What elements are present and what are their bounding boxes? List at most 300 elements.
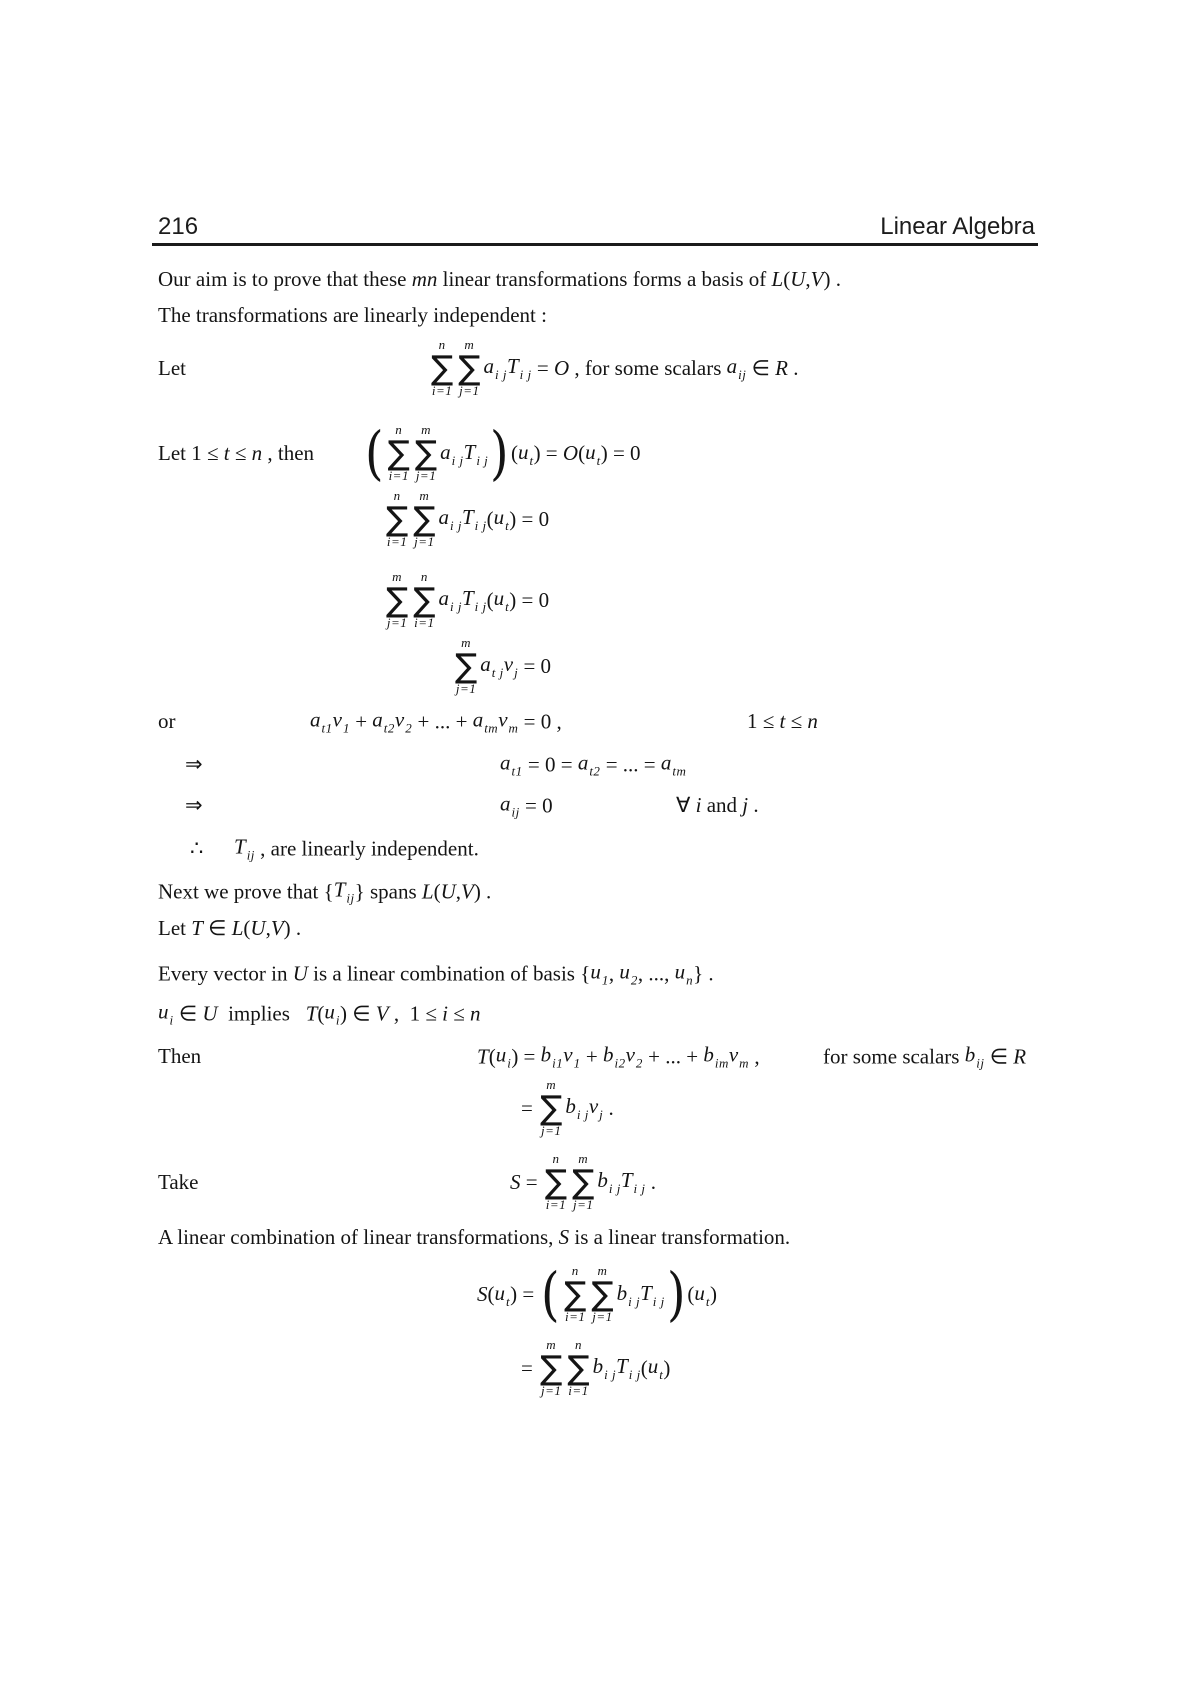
formula-segment [510,1152,656,1212]
math-subscript: t [505,518,510,534]
math-subscript: 1 [573,1055,581,1071]
math-text: ) = [511,1044,541,1068]
math-variable-with-subscript [640,1279,665,1310]
math-subscript: i j [604,1367,617,1383]
math-subscript: 2 [635,1055,643,1071]
sum-upper-limit: n [393,488,401,504]
math-variable: U [292,961,308,985]
math-variable-with-subscript [234,833,255,864]
math-variable: v [625,1042,635,1067]
math-variable-with-subscript [372,706,395,737]
math-variable: R [1013,1044,1027,1068]
math-variable: n [251,441,263,465]
formula-segment [823,1041,1026,1072]
math-text: ∀ [676,793,696,817]
math-variable-with-subscript [589,1092,603,1123]
sum-upper-limit: m [421,422,431,438]
math-variable: a [483,354,494,379]
math-subscript: i j [495,367,507,383]
math-variable: V [810,267,824,291]
math-variable: O [554,355,570,380]
math-variable: b [565,1094,576,1119]
sum-upper-limit: n [552,1151,560,1167]
math-text: ( [510,441,518,465]
formula-segment [185,791,203,819]
formula-segment [158,914,301,942]
math-variable-with-subscript [616,1352,641,1383]
math-text: or [158,709,176,733]
sigma-icon: ∑ [386,579,409,619]
math-subscript: t [529,452,534,468]
math-variable-with-subscript [590,958,609,989]
page-number: 216 [158,213,199,240]
math-variable-with-subscript [333,706,350,737]
summation [540,1338,562,1398]
math-variable: b [616,1280,628,1305]
formula-segment [500,790,553,821]
sigma-icon: ∑ [431,347,454,387]
math-variable: u [674,959,686,984]
formula-segment [158,1223,790,1251]
math-text: ) = [510,1282,540,1306]
math-variable: v [332,707,342,732]
math-variable-with-subscript [395,706,412,737]
math-text: ( [486,587,494,612]
math-variable: O [562,441,579,465]
math-text: ) = 0 [509,506,550,531]
math-text: is a linear combination of basis { [307,961,591,985]
math-text: . [748,793,759,817]
math-text: ∴ [190,836,204,860]
math-subscript: i j [450,599,462,615]
math-variable-with-subscript [324,998,340,1029]
math-text: ∈ [984,1044,1014,1068]
sum-lower-limit: j=1 [459,383,480,399]
math-variable-with-subscript [507,352,532,383]
math-subscript: j [599,1107,604,1123]
math-variable: a [500,791,511,816]
sum-upper-limit: m [392,569,403,585]
math-subscript: i2 [614,1055,626,1071]
math-text: is a linear transformation. [569,1225,791,1249]
math-subscript: i j [576,1107,589,1123]
math-text: = [520,1169,543,1194]
math-variable: u [493,505,505,530]
formula-segment [158,354,186,382]
math-subscript: t1 [321,720,333,736]
math-variable: u [517,439,529,464]
formula-segment [363,419,641,487]
math-variable-with-subscript [464,438,489,469]
math-subscript: i j [476,452,489,468]
math-variable: T [463,439,476,464]
sigma-icon: ∑ [567,1347,590,1387]
math-variable: i [695,793,702,817]
math-variable: V [270,916,284,940]
math-variable-with-subscript [496,1041,512,1072]
math-subscript: ij [346,890,355,906]
math-variable-with-subscript [661,749,687,780]
big-paren: ) [666,1260,686,1328]
math-variable-with-subscript [484,352,507,383]
formula-segment [158,998,481,1029]
math-variable: a [438,586,449,611]
math-variable-with-subscript [675,958,694,989]
math-subscript: ij [976,1055,985,1071]
formula-segment [158,301,547,329]
math-variable: T [506,354,519,379]
math-variable: t [779,709,786,733]
math-text: ( [487,1282,495,1306]
sum-lower-limit: i=1 [386,534,408,550]
math-subscript: i j [633,1181,646,1197]
math-subscript: 2 [405,720,413,736]
math-subscript: im [714,1055,729,1071]
math-text: ( [578,441,586,465]
math-text: . [645,1169,656,1194]
header-rule [152,243,1038,246]
math-variable: T [461,505,474,530]
formula-segment [453,636,551,696]
formula-segment [429,338,798,398]
math-text: Let 1 ≤ [158,441,224,465]
formula-segment [158,1168,199,1196]
math-variable: T [640,1280,652,1305]
math-text: , ..., [637,961,675,985]
math-variable: S [510,1169,521,1194]
math-variable: v [503,652,514,677]
math-variable-with-subscript [439,503,462,534]
sum-upper-limit: m [546,1077,557,1093]
math-text: ) = 0 [600,441,641,465]
math-variable: V [375,1001,389,1025]
math-variable: u [493,586,505,611]
summation [386,570,408,630]
math-variable-with-subscript [480,650,503,681]
math-text: . [787,355,799,380]
summation [413,570,435,630]
math-variable: a [438,505,449,530]
math-text: Let [158,356,186,380]
formula-segment [521,1078,614,1138]
math-subscript: t2 [589,763,601,779]
math-subscript: j [514,665,519,681]
math-variable-with-subscript [500,790,520,821]
formula-segment [158,876,491,907]
math-variable: L [421,879,434,903]
formula-segment [234,833,479,864]
math-variable-with-subscript [440,438,463,469]
math-text: Take [158,1170,199,1194]
summation [564,1264,586,1324]
formula-segment [500,749,686,780]
sigma-icon: ∑ [387,432,410,472]
math-subscript: i j [451,452,464,468]
summation [455,636,477,696]
math-variable: t [223,441,230,465]
formula-segment [747,707,818,735]
sigma-icon: ∑ [386,498,409,538]
math-variable: v [394,707,405,732]
summation [388,423,410,483]
math-variable-with-subscript [597,1166,620,1197]
summation [413,489,435,549]
math-variable: u [324,999,335,1024]
math-text: ) = 0 [509,587,550,612]
formula-segment [158,1042,201,1070]
math-text: linear transformations forms a basis of [437,267,772,291]
big-paren: ) [490,419,509,487]
sigma-icon: ∑ [414,432,438,472]
math-variable-with-subscript [310,706,333,737]
formula-segment [185,750,203,778]
math-variable: v [498,707,508,732]
math-text: , then [262,441,315,465]
math-text: ( [486,506,494,531]
math-subscript: 1 [601,972,609,988]
math-variable-with-subscript [498,706,518,737]
math-subscript: i j [652,1293,665,1309]
big-paren: ( [365,419,384,487]
math-text: , are linearly independent. [254,836,479,860]
math-variable: b [597,1168,608,1193]
formula-segment [477,1260,717,1328]
math-subscript: t [659,1367,664,1383]
math-text: = 0 , [518,709,562,733]
sum-lower-limit: i=1 [431,383,453,399]
math-text: for some scalars [823,1044,965,1068]
formula-segment [158,439,314,467]
math-variable-with-subscript [621,1166,646,1197]
sum-upper-limit: m [461,635,472,651]
math-subscript: i j [450,518,462,534]
math-variable: u [694,1280,705,1305]
math-variable: a [726,354,738,379]
math-text: , 1 ≤ [388,1001,443,1025]
math-variable: u [585,439,596,464]
math-variable-with-subscript [462,503,487,534]
math-text: The transformations are linearly independent : [158,303,547,327]
math-variable: u [647,1354,659,1379]
summation [545,1152,567,1212]
math-text: ∈ [173,1001,203,1025]
sum-lower-limit: j=1 [415,468,437,484]
sum-lower-limit: j=1 [541,1383,562,1399]
math-variable-with-subscript [648,1352,664,1383]
sum-lower-limit: j=1 [386,615,408,631]
math-text: ( [488,1044,496,1068]
math-text: ( [243,916,251,940]
sum-upper-limit: n [574,1337,582,1353]
math-variable: a [310,707,321,732]
math-text: ⇒ [185,793,203,817]
math-text: ( [783,267,791,291]
math-text: , [455,879,461,903]
summation [431,338,453,398]
formula-segment [158,265,841,293]
math-subscript: m [739,1055,750,1071]
math-subscript: i [169,1012,174,1028]
math-subscript: i j [474,599,487,615]
math-variable: u [619,959,630,984]
formula-segment [310,706,562,737]
math-variable-with-subscript [462,584,487,615]
math-text: ⇒ [185,752,203,776]
math-variable: U [790,267,806,291]
math-text: ≤ [785,709,808,733]
math-variable-with-subscript [500,749,523,780]
sigma-icon: ∑ [413,498,436,538]
math-text: } . [693,961,714,985]
math-subscript: i j [608,1181,621,1197]
math-text: ( [687,1282,695,1306]
math-subscript: i [335,1012,340,1028]
math-subscript: i j [474,518,487,534]
sigma-icon: ∑ [591,1273,614,1313]
math-text: ) ∈ [340,1001,376,1025]
math-subscript: i j [628,1293,641,1309]
math-variable: T [477,1044,489,1068]
sum-upper-limit: m [464,337,475,353]
math-variable-with-subscript [965,1041,985,1072]
math-text: A linear combination of linear transformations, [158,1225,559,1249]
math-text: , [608,961,620,985]
math-variable-with-subscript [494,584,510,615]
math-text: + ... + [642,1044,704,1068]
math-variable: a [472,707,484,732]
math-text: ( [317,1001,325,1025]
math-text: Then [158,1044,202,1068]
math-text: ) . [283,916,302,940]
math-variable: u [494,1280,505,1305]
math-text: Our aim is to prove that these [158,267,412,291]
math-variable: T [620,1168,633,1193]
math-variable-with-subscript [603,1041,626,1072]
formula-segment [676,791,759,819]
math-variable: a [660,750,672,775]
math-variable: u [495,1042,507,1067]
sigma-icon: ∑ [413,579,436,619]
sum-upper-limit: m [597,1263,608,1279]
formula-segment [158,707,176,735]
math-subscript: t [705,1293,711,1309]
math-text: and [701,793,743,817]
math-subscript: t [596,452,601,468]
math-text: , [265,916,271,940]
math-text: ≤ [229,441,252,465]
math-variable: b [540,1042,552,1067]
big-paren: ( [541,1260,561,1328]
math-variable: U [250,916,266,940]
math-subscript: ij [738,367,747,383]
math-text: ≤ [448,1001,471,1025]
math-variable: L [771,267,784,291]
sum-upper-limit: n [395,422,403,438]
math-subscript: 2 [630,972,638,988]
math-variable: i [442,1001,448,1025]
math-variable-with-subscript [585,438,601,469]
math-text: Next we prove that { [158,879,334,903]
math-variable-with-subscript [565,1092,588,1123]
math-subscript: i [507,1055,512,1071]
math-text: = 0 [519,793,553,817]
math-variable: mn [411,267,438,291]
math-variable: v [563,1042,573,1067]
math-subscript: ij [511,804,520,820]
math-subscript: tm [484,720,499,736]
summation [540,1078,562,1138]
math-text: ) [663,1355,671,1380]
math-text: = [521,1355,539,1380]
math-text: . [603,1095,614,1120]
sum-upper-limit: m [578,1151,589,1167]
math-variable: L [231,916,244,940]
math-variable: U [202,1001,218,1025]
math-variable: T [234,834,246,859]
sigma-icon: ∑ [458,347,481,387]
math-variable-with-subscript [504,650,518,681]
math-variable-with-subscript [617,1279,640,1310]
math-text: , for some scalars [569,355,727,380]
math-variable-with-subscript [518,438,534,469]
math-text: ) = [533,441,563,465]
math-variable-with-subscript [619,958,638,989]
sum-lower-limit: j=1 [573,1197,594,1213]
math-text: implies [217,1001,306,1025]
formula-segment [190,834,203,862]
math-text: Every vector in [158,961,293,985]
math-variable: a [372,707,383,732]
math-variable: u [590,959,601,984]
math-variable-with-subscript [727,352,747,383]
math-variable-with-subscript [626,1041,643,1072]
sum-lower-limit: j=1 [592,1309,613,1325]
math-variable-with-subscript [563,1041,580,1072]
math-subscript: t2 [383,720,395,736]
math-variable: R [775,355,788,380]
math-text: ) [710,1282,718,1306]
math-text: , [749,1044,760,1068]
math-variable-with-subscript [593,1352,616,1383]
math-subscript: tm [672,763,687,779]
math-text: ( [433,879,441,903]
math-variable: a [577,750,589,775]
sigma-icon: ∑ [540,1087,563,1127]
math-subscript: t1 [511,763,523,779]
math-variable: T [191,916,203,940]
formula-segment [477,1041,760,1072]
summation [415,423,437,483]
math-variable-with-subscript [158,998,174,1029]
math-text: = ... = [600,752,661,776]
math-variable-with-subscript [439,584,462,615]
math-text: = [521,1095,539,1120]
summation [386,489,408,549]
sigma-icon: ∑ [572,1161,595,1201]
math-variable: a [440,439,451,464]
math-text: ) . [823,267,841,291]
math-variable-with-subscript [494,503,510,534]
math-variable: T [616,1354,628,1379]
math-variable: T [461,586,474,611]
math-subscript: 1 [342,720,350,736]
math-variable: a [480,652,491,677]
sum-upper-limit: n [420,569,428,585]
math-text: } spans [354,879,422,903]
formula-segment [158,958,714,989]
summation [572,1152,594,1212]
math-subscript: n [686,972,694,988]
